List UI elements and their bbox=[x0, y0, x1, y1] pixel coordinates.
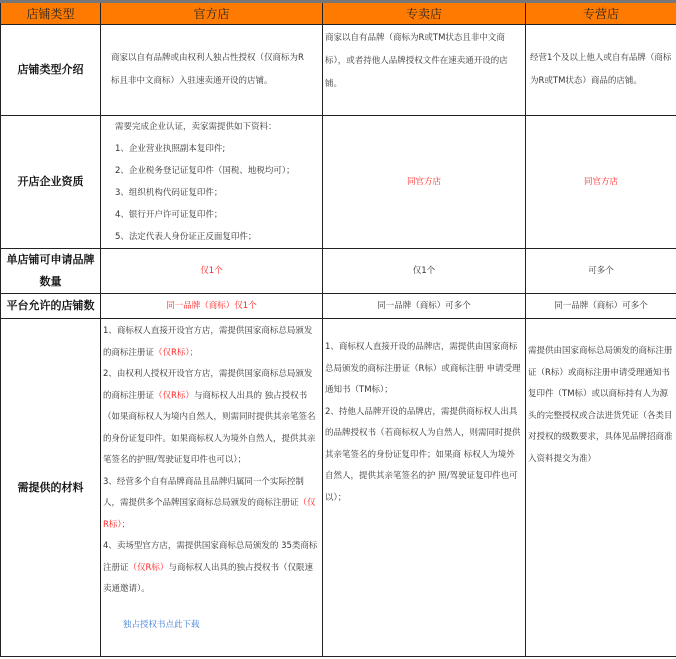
header-official: 官方店 bbox=[101, 2, 323, 25]
brand-count-label: 单店铺可申请品牌数量 bbox=[1, 249, 101, 294]
qualification-item: 需要完成企业认证，卖家需提供如下资料： bbox=[115, 122, 277, 132]
brand-count-specialty: 可多个 bbox=[526, 249, 676, 294]
brand-count-row bbox=[1, 249, 676, 294]
intro-specialty: 经营1个及以上他人或自有品牌（商标为R或TM状态）商品的店铺。 bbox=[526, 25, 676, 116]
qualification-label: 开店企业资质 bbox=[1, 116, 101, 249]
qualification-row bbox=[1, 116, 676, 249]
qualification-item: 3、组织机构代码证复印件； bbox=[115, 188, 223, 198]
qualification-item: 2、企业税务登记证复印件（国税、地税均可）； bbox=[115, 166, 295, 176]
store-count-exclusive: 同一品牌（商标）可多个 bbox=[323, 294, 526, 319]
intro-label: 店铺类型介绍 bbox=[1, 25, 101, 116]
qualification-item: 4、银行开户许可证复印件； bbox=[115, 210, 223, 220]
intro-row bbox=[1, 25, 676, 116]
header-specialty: 专营店 bbox=[526, 2, 676, 25]
qualification-specialty: 同官方店 bbox=[526, 116, 676, 249]
materials-official: 1、商标权人直接开设官方店，需提供国家商标总局颁发的商标注册证（仅R标）； 2、由权利人授权开设官方店，需提供国家商标总局颁发的商标注册证（仅R标）与商标权人出具的 独占授权书（如果商标权人为境内自然人，则需同时提供其亲笔签名的身份证复印件。如果商标权人为境外自然人，提供其亲笔签名的护照/驾驶证复印件也可以）； 3、经营多个自有品牌商品且品牌归属同一个实际控制人，需提供多个品牌国家商标总局颁发的商标注册证（仅R标）； 4、卖场型官方店，需提供国家商标总局颁发的 35类商标注册证（仅R标）与商标权人出具的独占授权书（仅限速卖通邀请）。 独占授权书点此下载 bbox=[101, 319, 323, 657]
store-count-row bbox=[1, 294, 676, 319]
brand-count-official: 仅1个 bbox=[101, 249, 323, 294]
store-count-specialty: 同一品牌（商标）可多个 bbox=[526, 294, 676, 319]
intro-official: 商家以自有品牌或由权利人独占性授权（仅商标为R标且非中文商标）入驻速卖通开设的店铺。 bbox=[101, 25, 323, 116]
store-count-label: 平台允许的店铺数 bbox=[1, 294, 101, 319]
store-count-official: 同一品牌（商标）仅1个 bbox=[101, 294, 323, 319]
materials-label: 需提供的材料 bbox=[1, 319, 101, 657]
qualification-item: 1、企业营业执照副本复印件; bbox=[115, 144, 226, 154]
header-exclusive: 专卖店 bbox=[323, 2, 526, 25]
materials-exclusive: 1、商标权人直接开设的品牌店，需提供由国家商标总局颁发的商标注册证（R标）或商标注册 申请受理通知书（TM标）； 2、持他人品牌开设的品牌店，需提供商标权人出具的品牌授权书（若商标权人为自然人，则需同时提供其亲笔签名的身份证复印件；如果商 标权人为境外自然人，提供其亲笔签名的护 照/驾驶证复印件也可以）； bbox=[323, 319, 526, 657]
header-store-type: 店铺类型 bbox=[1, 2, 101, 25]
download-authorization-link[interactable]: 独占授权书点此下载 bbox=[123, 619, 200, 630]
brand-count-exclusive: 仅1个 bbox=[323, 249, 526, 294]
materials-specialty: 需提供由国家商标总局颁发的商标注册证（R标）或商标注册申请受理通知书复印件（TM标）或以商标持有人为源头的完整授权或合法进货凭证（各类目对授权的级数要求，具体见品牌招商准入资料提交为准） bbox=[526, 319, 676, 657]
qualification-exclusive: 同官方店 bbox=[323, 116, 526, 249]
materials-row bbox=[1, 319, 676, 657]
header-row bbox=[1, 2, 676, 25]
qualification-item: 5、法定代表人身份证正反面复印件； bbox=[115, 232, 257, 242]
qualification-official bbox=[101, 116, 323, 249]
intro-exclusive: 商家以自有品牌（商标为R或TM状态且非中文商标），或者持他人品牌授权文件在速卖通开设的店铺。 bbox=[323, 25, 526, 116]
